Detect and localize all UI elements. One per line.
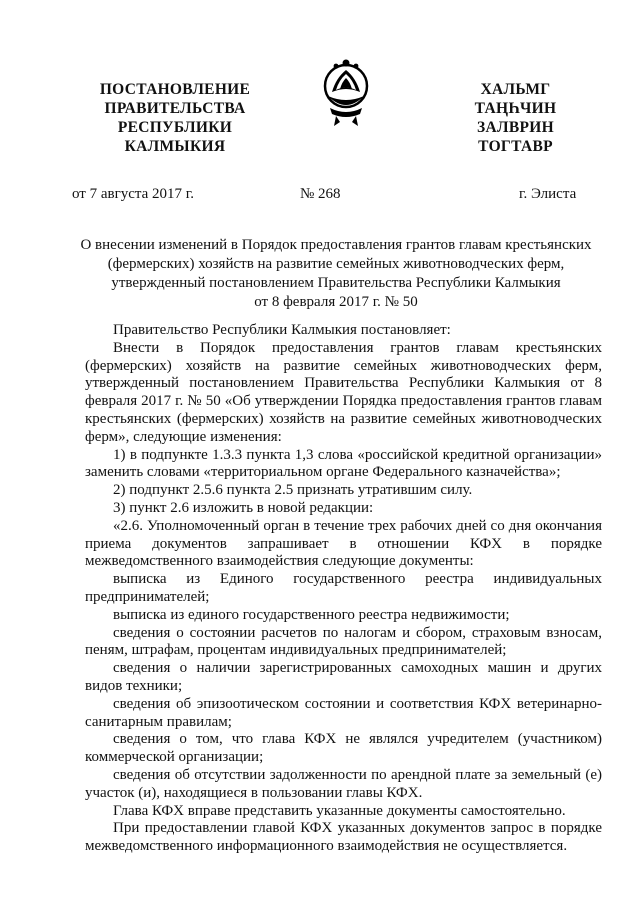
body-paragraph: сведения об эпизоотическом состоянии и соответствия КФХ ветеринарно-санитарным правилам; xyxy=(85,695,602,730)
body-paragraph: Глава КФХ вправе представить указанные документы самостоятельно. xyxy=(113,802,566,819)
body-paragraph: сведения об отсутствии задолженности по арендной плате за земельный (е) участок (и), находящиеся в пользовании главы КФХ. xyxy=(85,766,602,801)
body-paragraph: сведения о наличии зарегистрированных самоходных машин и других видов техники; xyxy=(85,660,602,694)
title-line: от 8 февраля 2017 г. № 50 xyxy=(254,294,418,310)
body-paragraph: 3) пункт 2.6 изложить в новой редакции: xyxy=(113,499,374,516)
issuer-line: РЕСПУБЛИКИ xyxy=(117,119,233,136)
title-line: утвержденный постановлением Правительства Республики Калмыкия xyxy=(111,275,561,291)
document-number: № 268 xyxy=(300,186,341,202)
body-paragraph: сведения о состоянии расчетов по налогам и сбором, страховым взносам, пеням, штрафам, процентам индивидуальных предпринимателей; xyxy=(85,624,602,659)
body-paragraph: При предоставлении главой КФХ указанных документов запрос в порядке межведомственного информационного взаимодействия не осуществляется. xyxy=(85,820,602,855)
document-body xyxy=(85,322,602,856)
body-paragraph: Внести в Порядок предоставления грантов главам крестьянских (фермерских) хозяйств на развитие семейных животноводческих ферм, утвержденный постановлением Правительства Республики Калмыкия от 8 февраля 2017 г. № 50 «Об утверждении Порядка предоставления грантов главам крестьянских (фермерских) хозяйств на развитие семейных животноводческих ферм», следующие изменения: xyxy=(85,339,602,445)
body-paragraph: 1) в подпункте 1.3.3 пункта 1,3 слова «российской кредитной организации» заменить словами «территориальном органе Федерального казначейства»; xyxy=(85,446,602,481)
issuer-line: ЗАЛВРИН xyxy=(477,119,554,136)
body-paragraph: «2.6. Уполномоченный орган в течение трех рабочих дней со дня окончания приема документов запрашивает в отношении КФХ в порядке межведомственного взаимодействия следующие документы: xyxy=(85,517,602,570)
body-paragraph: выписка из Единого государственного реестра индивидуальных предпринимателей; xyxy=(85,571,602,605)
issuer-line: ТОГТАВР xyxy=(478,138,553,155)
body-paragraph: Правительство Республики Калмыкия постановляет: xyxy=(113,322,451,338)
issuer-line: КАЛМЫКИЯ xyxy=(124,138,226,155)
issuer-line: ПРАВИТЕЛЬСТВА xyxy=(104,100,246,117)
document-date: от 7 августа 2017 г. xyxy=(72,186,195,202)
document-title xyxy=(70,236,602,312)
body-paragraph: сведения о том, что глава КФХ не являлся учредителем (участником) коммерческой организации; xyxy=(85,731,602,766)
title-line: (фермерских) хозяйств на развитие семейных животноводческих ферм, xyxy=(107,256,565,272)
issuer-title-kalmyk xyxy=(448,80,583,156)
issuer-line: ПОСТАНОВЛЕНИЕ xyxy=(99,81,251,98)
issuer-line: ТАҢҺЧИН xyxy=(474,100,557,117)
coat-of-arms-emblem xyxy=(322,56,370,134)
issuer-title-russian xyxy=(80,80,270,156)
document-city: г. Элиста xyxy=(519,186,577,202)
issuer-line: ХАЛЬМГ xyxy=(480,81,551,98)
title-line: О внесении изменений в Порядок предоставления грантов главам крестьянских xyxy=(80,237,592,253)
body-paragraph: выписка из единого государственного реестра недвижимости; xyxy=(113,606,510,623)
body-paragraph: 2) подпункт 2.5.6 пункта 2.5 признать утратившим силу. xyxy=(113,482,473,499)
